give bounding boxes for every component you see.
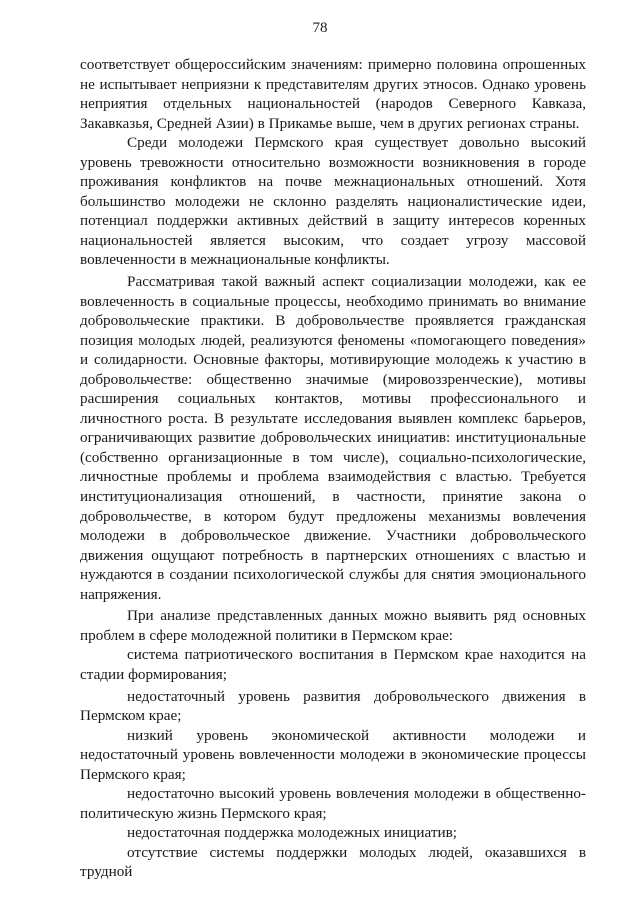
list-item: отсутствие системы поддержки молодых людей, оказавшихся в трудной [80, 843, 586, 881]
paragraph: Среди молодежи Пермского края существует довольно высокий уровень тревожности относительно возможности возникновения в городе проживания конфликтов на почве межнациональных отношений. Хотя большинство молодежи не склонно разделять националистические идеи, потенциал поддержки активных действий в защиту интересов коренных национальностей является высоким, что создает угрозу массовой вовлеченности в межнациональные конфликты. [80, 134, 586, 269]
body-text [80, 55, 586, 882]
list-item: недостаточно высокий уровень вовлечения молодежи в общественно-политическую жизнь Пермского края; [80, 785, 586, 822]
list-item: недостаточная поддержка молодежных инициатив; [127, 824, 458, 842]
page-number: 78 [312, 20, 328, 36]
paragraph: При анализе представленных данных можно выявить ряд основных проблем в сфере молодежной политики в Пермском крае: [80, 607, 586, 644]
paragraph: Рассматривая такой важный аспект социализации молодежи, как ее вовлеченность в социальные процессы, необходимо принимать во внимание добровольческие практики. В добровольчестве проявляется гражданская позиция молодых людей, реализуются феномены «помогающего поведения» и солидарности. Основные факторы, мотивирующие молодежь к участию в добровольчестве: общественно значимые (мировоззренческие), мотивы расширения социальных контактов, мотивы профессионального и личностного роста. В результате исследования выявлен комплекс барьеров, ограничивающих развитие добровольческих инициатив: институциональные (собственно организационные в том числе), социально-психологические, личностные проблемы и проблема взаимодействия с властью. Требуется институционализация отношений, в частности, принятие закона о добровольчестве, в котором будут предложены механизмы вовлечения молодежи в добровольческое движение. Участники добровольческого движения ощущают потребность в партнерских отношениях с властью и нуждаются в создании психологической службы для снятия эмоционального напряжения. [80, 273, 586, 603]
list-item: недостаточный уровень развития добровольческого движения в Пермском крае; [80, 687, 586, 725]
list-item: система патриотического воспитания в Пермском крае находится на стадии формирования; [80, 646, 586, 683]
list-item: низкий уровень экономической активности молодежи и недостаточный уровень вовлеченности молодежи в экономические процессы Пермского края; [80, 726, 586, 783]
paragraph: соответствует общероссийским значениям: примерно половина опрошенных не испытывает неприязни к представителям других этносов. Однако уровень неприятия отдельных национальностей (народов Северного Кавказа, Закавказья, Средней Азии) в Прикамье выше, чем в других регионах страны. [80, 56, 586, 132]
